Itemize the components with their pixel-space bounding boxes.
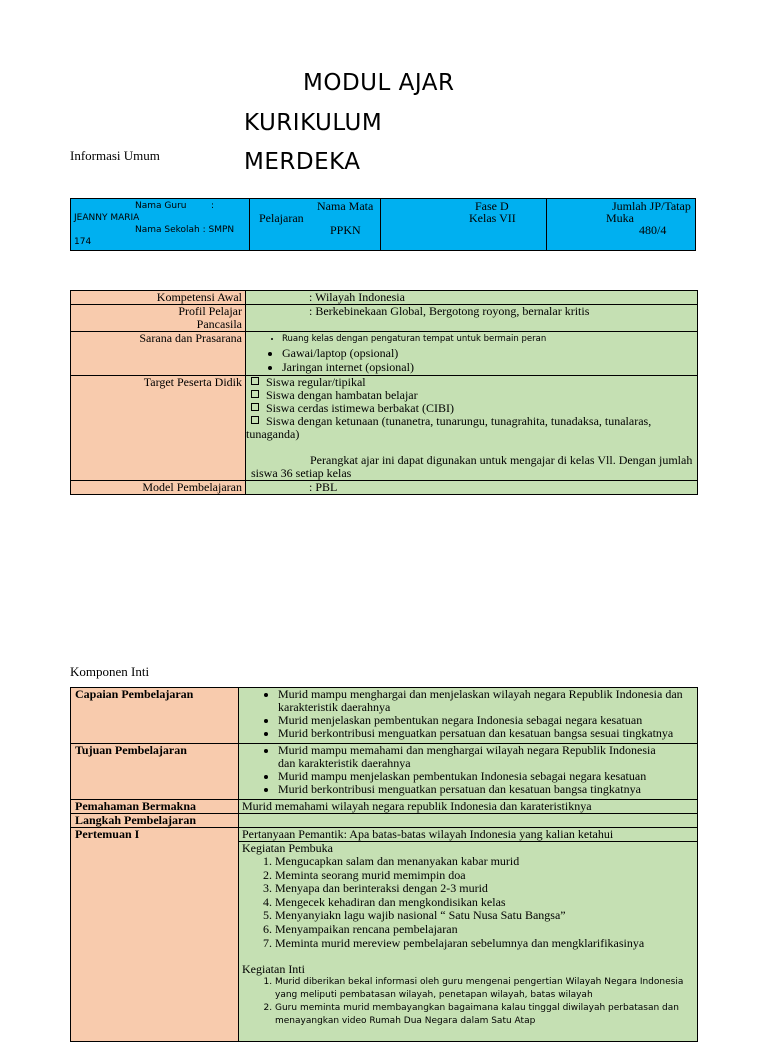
- pembuka-item: 1. Mengucapkan salam dan menanyakan kabar murid: [275, 855, 697, 869]
- pembuka-title: Kegiatan Pembuka: [242, 841, 333, 855]
- info-cell-jp: [547, 199, 696, 251]
- school-label: Nama Sekolah : SMPN: [135, 225, 235, 235]
- sarana-label: Sarana dan Prasarana: [71, 332, 246, 376]
- info-cell-guru: [71, 199, 250, 251]
- target-item: Siswa regular/tipikal: [246, 376, 697, 389]
- detail-table: [70, 290, 698, 495]
- fase-label: Fase D: [475, 199, 509, 213]
- info-cell-fase: [381, 199, 547, 251]
- pembuka-item: 2. Meminta seorang murid memimpin doa: [275, 869, 697, 883]
- pembuka-item: 3. Menyapa dan berinteraksi dengan 2-3 murid: [275, 882, 697, 896]
- row-model: [71, 481, 698, 495]
- target-cell: [246, 376, 698, 481]
- kompetensi-value: : Wilayah Indonesia: [246, 291, 698, 305]
- target-item: Siswa dengan ketunaan (tunanetra, tunarungu, tunagrahita, tunadaksa, tunalaras, tunaganda): [246, 414, 652, 441]
- jp-label-1: Jumlah JP/Tatap: [612, 199, 691, 213]
- sarana-item: • Ruang kelas dengan pengaturan tempat untuk bermain peran: [282, 333, 697, 346]
- langkah-label: Langkah Pembelajaran: [71, 814, 239, 828]
- row-profil: [71, 305, 698, 332]
- row-sarana: [71, 332, 698, 376]
- pembuka-item: 6. Menyampaikan rencana pembelajaran: [275, 923, 697, 937]
- checkbox-icon: [251, 416, 259, 424]
- inti-item: 1. Murid diberikan bekal informasi oleh guru mengenai pengertian Wilayah Negara Indonesia yang meliputi pembatasan wilayah, penetapan wilayah, batas wilayah: [275, 976, 697, 1002]
- profil-label-2: Pancasila: [196, 317, 242, 331]
- mapel-value: PPKN: [330, 223, 361, 237]
- checkbox-icon: [251, 377, 259, 385]
- pembuka-item: 4. Mengecek kehadiran dan mengkondisikan kelas: [275, 896, 697, 910]
- capaian-label: Capaian Pembelajaran: [71, 688, 239, 744]
- profil-label-1: Profil Pelajar: [178, 304, 242, 318]
- tujuan-item: • Murid berkontribusi menguatkan persatuan dan kesatuan bangsa tingkatnya: [278, 783, 697, 796]
- pembuka-item: 7. Meminta murid mereview pembelajaran sebelumnya dan mengklarifikasinya: [275, 937, 697, 951]
- row-tujuan: [71, 744, 698, 800]
- langkah-value: [239, 814, 698, 828]
- tujuan-cell: [239, 744, 698, 800]
- model-value: : PBL: [246, 481, 698, 495]
- guru-label: Nama Guru: [135, 201, 187, 211]
- mapel-label-1: Nama Mata: [317, 199, 374, 213]
- capaian-cell: [239, 688, 698, 744]
- pemahaman-label: Pemahaman Bermakna: [71, 800, 239, 814]
- kegiatan-cell: [239, 842, 698, 1042]
- section-heading-informasi-umum: Informasi Umum: [70, 148, 160, 163]
- pembuka-item: 5. Menyanyiakn lagu wajib nasional “ Satu Nusa Satu Bangsa”: [275, 909, 697, 923]
- inti-title: Kegiatan Inti: [242, 962, 305, 977]
- pemantik-text: Pertanyaan Pemantik: Apa batas-batas wilayah Indonesia yang kalian ketahui: [239, 828, 698, 842]
- title-line-1: MODUL AJAR: [303, 70, 455, 96]
- info-cell-mapel: [250, 199, 381, 251]
- school-number: 174: [74, 237, 92, 247]
- title-line-2: KURIKULUM: [244, 110, 383, 136]
- row-langkah: [71, 814, 698, 828]
- capaian-item: • Murid menjelaskan pembentukan negara Indonesia sebagai negara kesatuan: [278, 714, 697, 727]
- checkbox-icon: [251, 403, 259, 411]
- jp-value: 480/4: [639, 223, 667, 237]
- inti-item: 2. Guru meminta murid membayangkan bagaimana kalau tinggal diwilayah perbatasan dan menayangkan video Rumah Dua Negara dalam Satu Atap: [275, 1002, 697, 1028]
- profil-value: : Berkebinekaan Global, Bergotong royong, bernalar kritis: [246, 305, 698, 332]
- row-target: [71, 376, 698, 481]
- target-note-2: siswa 36 setiap kelas: [251, 466, 352, 480]
- row-pemahaman: [71, 800, 698, 814]
- pemahaman-value: Murid memahami wilayah negara republik Indonesia dan karateristiknya: [239, 800, 698, 814]
- row-kompetensi: [71, 291, 698, 305]
- row-capaian: [71, 688, 698, 744]
- guru-colon: :: [211, 201, 215, 211]
- model-label: Model Pembelajaran: [71, 481, 246, 495]
- profil-label: [71, 305, 246, 332]
- sarana-list-cell: [246, 332, 698, 376]
- kompetensi-label: Kompetensi Awal: [71, 291, 246, 305]
- target-label: Target Peserta Didik: [71, 376, 246, 481]
- section-heading-komponen-inti: Komponen Inti: [70, 664, 150, 679]
- komponen-inti-table: [70, 687, 698, 1042]
- capaian-item: • Murid berkontribusi menguatkan persatuan dan kesatuan bangsa sesuai tingkatnya: [278, 727, 697, 740]
- title-line-3: MERDEKA: [244, 149, 361, 175]
- guru-name: JEANNY MARIA: [74, 213, 140, 223]
- capaian-item: • Murid mampu menghargai dan menjelaskan wilayah negara Republik Indonesia dan karakteristik daerahnya: [278, 688, 697, 714]
- mapel-label-2: Pelajaran: [259, 211, 304, 225]
- jp-label-2: Muka: [606, 211, 634, 225]
- tujuan-label: Tujuan Pembelajaran: [71, 744, 239, 800]
- sarana-item: • Jaringan internet (opsional): [282, 360, 697, 374]
- sarana-item: • Gawai/laptop (opsional): [282, 346, 697, 360]
- kelas-label: Kelas VII: [469, 211, 516, 225]
- row-pertemuan: [71, 828, 698, 842]
- checkbox-icon: [251, 390, 259, 398]
- info-table: [70, 198, 696, 251]
- pertemuan-label: Pertemuan I: [71, 828, 239, 1042]
- target-note-1: Perangkat ajar ini dapat digunakan untuk mengajar di kelas Vll. Dengan jumlah: [310, 453, 693, 467]
- tujuan-item: • Murid mampu memahami dan menghargai wilayah negara Republik Indonesia dan karakteristik daerahnya: [278, 744, 697, 770]
- target-item: Siswa cerdas istimewa berbakat (CIBI): [246, 402, 697, 415]
- target-item: Siswa dengan hambatan belajar: [246, 389, 697, 402]
- tujuan-item: • Murid mampu menjelaskan pembentukan Indonesia sebagai negara kesatuan: [278, 770, 697, 783]
